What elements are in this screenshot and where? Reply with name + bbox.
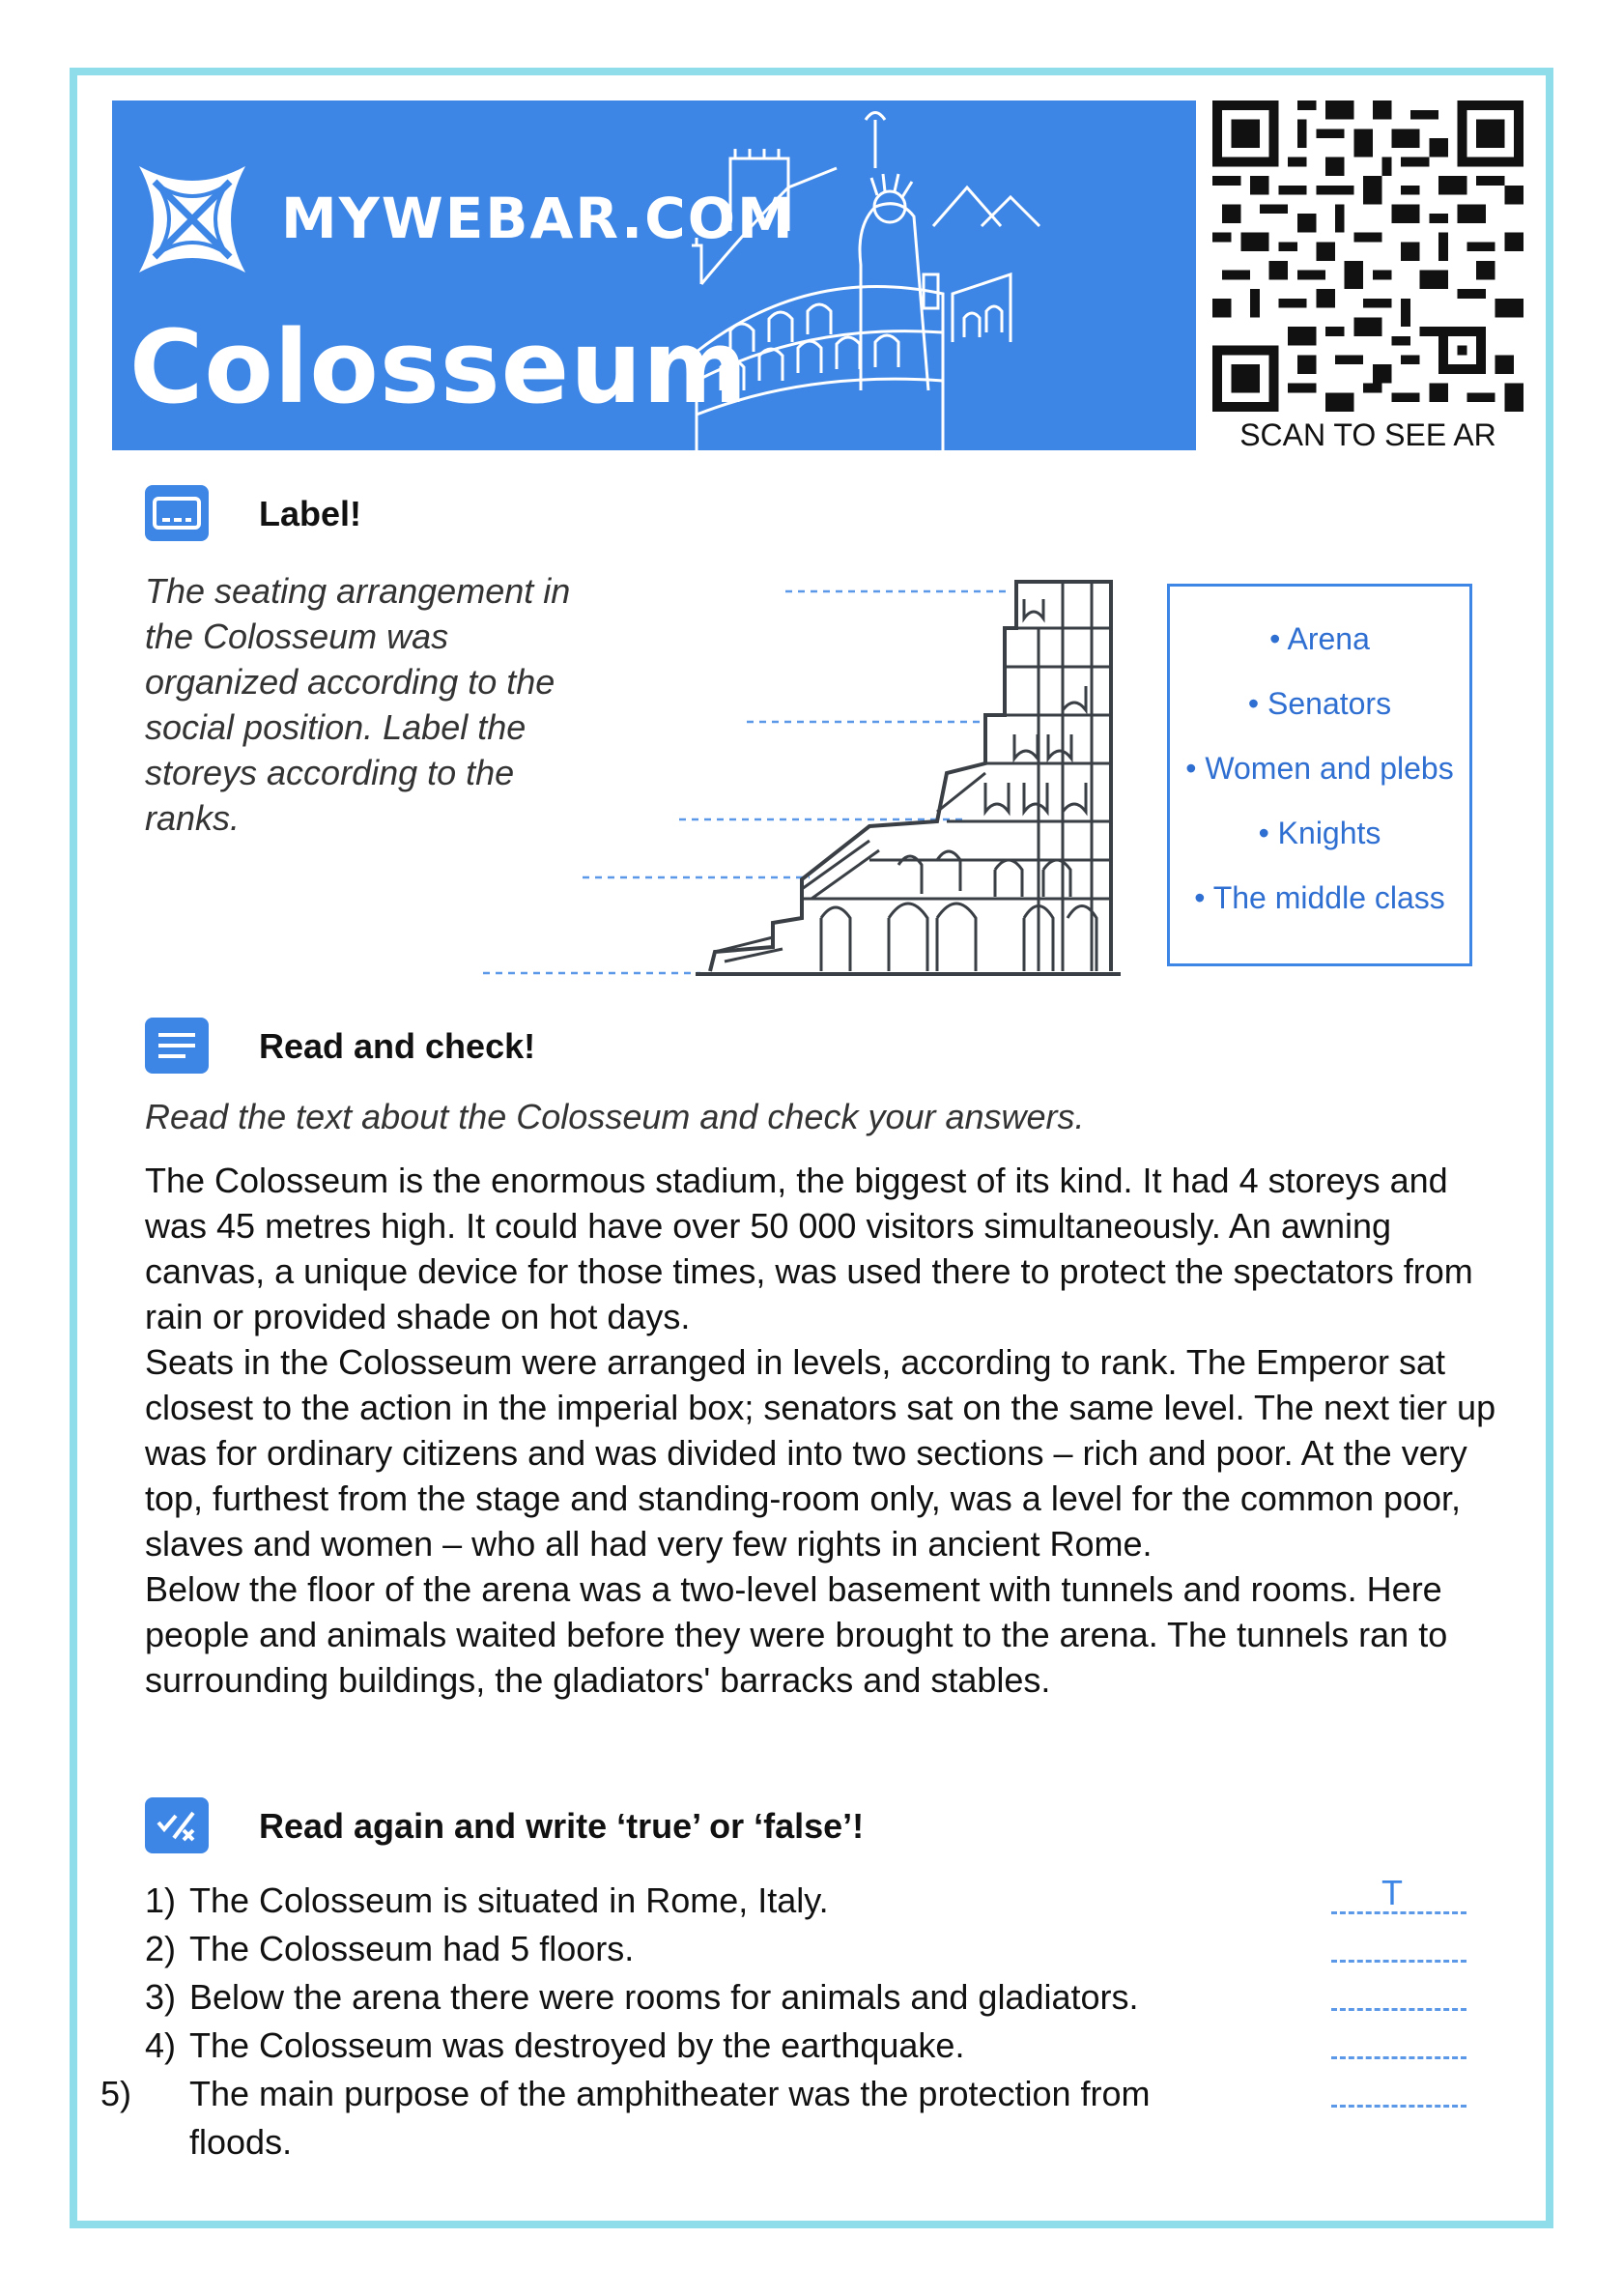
label-lines bbox=[483, 591, 1010, 973]
question-text: The Colosseum had 5 floors. bbox=[189, 1929, 635, 1968]
true-false-heading: Read again and write ‘true’ or ‘false’! bbox=[259, 1806, 865, 1846]
answer-blank[interactable] bbox=[1331, 2105, 1466, 2108]
question-row bbox=[145, 1973, 1497, 2022]
header-banner bbox=[112, 100, 1196, 450]
reading-paragraph: Seats in the Colosseum were arranged in levels, according to rank. The Emperor sat closest to the action in the imperial box; senators sat on the same level. The next tier up was for ordinary citizens and was divided into two sections – rich and poor. At the very top, furthest from the stage and standing-room only, was a level for the common poor, slaves and women – who all had very few rights in ancient Rome. bbox=[145, 1342, 1496, 1564]
question-row bbox=[145, 1925, 1497, 1973]
question-number: 3) bbox=[145, 1977, 177, 2017]
question-row bbox=[145, 2022, 1497, 2070]
read-section-heading: Read and check! bbox=[259, 1026, 536, 1066]
word-bank-item[interactable]: • Knights bbox=[1258, 816, 1381, 850]
question-text: The Colosseum is situated in Rome, Italy. bbox=[189, 1880, 829, 1920]
answer-blank[interactable] bbox=[1331, 2008, 1466, 2011]
landmarks-illustration-icon bbox=[692, 100, 1196, 450]
answer-blank[interactable] bbox=[1331, 1960, 1466, 1963]
question-row bbox=[100, 2070, 1497, 2167]
word-bank-item[interactable]: • Arena bbox=[1269, 621, 1370, 656]
qr-caption: SCAN TO SEE AR bbox=[1239, 417, 1496, 452]
read-section-icon bbox=[145, 1018, 209, 1074]
reading-paragraph: Below the floor of the arena was a two-level basement with tunnels and rooms. Here people and animals waited before they were brought to the arena. The tunnels ran to surrounding buildings, the gladiators' barracks and stables. bbox=[145, 1569, 1448, 1700]
mywebar-logo-icon bbox=[129, 157, 255, 282]
answer-value[interactable]: T bbox=[1381, 1873, 1403, 1912]
qr-code-icon[interactable] bbox=[1208, 100, 1528, 412]
reading-paragraph: The Colosseum is the enormous stadium, the biggest of its kind. It had 4 storeys and was 45 metres high. It could have over 50 000 visitors simultaneously. An awning canvas, a unique device for those times, was used there to protect the spectators from rain or provided shade on hot days. bbox=[145, 1161, 1473, 1336]
question-row bbox=[145, 1873, 1497, 1925]
question-number: 4) bbox=[145, 2025, 177, 2065]
question-text: The main purpose of the amphitheater was the protection from floods. bbox=[189, 2074, 1151, 2162]
reading-text bbox=[145, 1158, 1497, 1703]
word-bank-item[interactable]: • Senators bbox=[1247, 686, 1392, 721]
label-instructions: The seating arrangement in the Colosseum was organized according to the social position. Label the storeys according to the ranks. bbox=[145, 571, 571, 838]
question-text: Below the arena there were rooms for animals and gladiators. bbox=[189, 1977, 1139, 2017]
word-bank bbox=[1167, 584, 1472, 966]
word-bank-item[interactable]: • The middle class bbox=[1194, 880, 1445, 915]
question-number: 2) bbox=[145, 1929, 177, 1968]
question-number: 5) bbox=[100, 2074, 132, 2113]
answer-blank[interactable] bbox=[1331, 2056, 1466, 2059]
label-section-icon bbox=[145, 485, 209, 541]
label-section-heading: Label! bbox=[259, 494, 362, 533]
question-number: 1) bbox=[145, 1880, 177, 1920]
true-false-questions bbox=[100, 1873, 1497, 2167]
true-false-section-icon bbox=[145, 1797, 209, 1853]
page-title: Colosseum bbox=[129, 308, 749, 426]
brand-name: MYWEBAR.COM bbox=[281, 186, 795, 251]
word-bank-item[interactable]: • Women and plebs bbox=[1185, 751, 1454, 786]
question-text: The Colosseum was destroyed by the earthquake. bbox=[189, 2025, 965, 2065]
read-intro: Read the text about the Colosseum and check your answers. bbox=[145, 1097, 1085, 1136]
colosseum-section-diagram bbox=[483, 570, 1159, 986]
